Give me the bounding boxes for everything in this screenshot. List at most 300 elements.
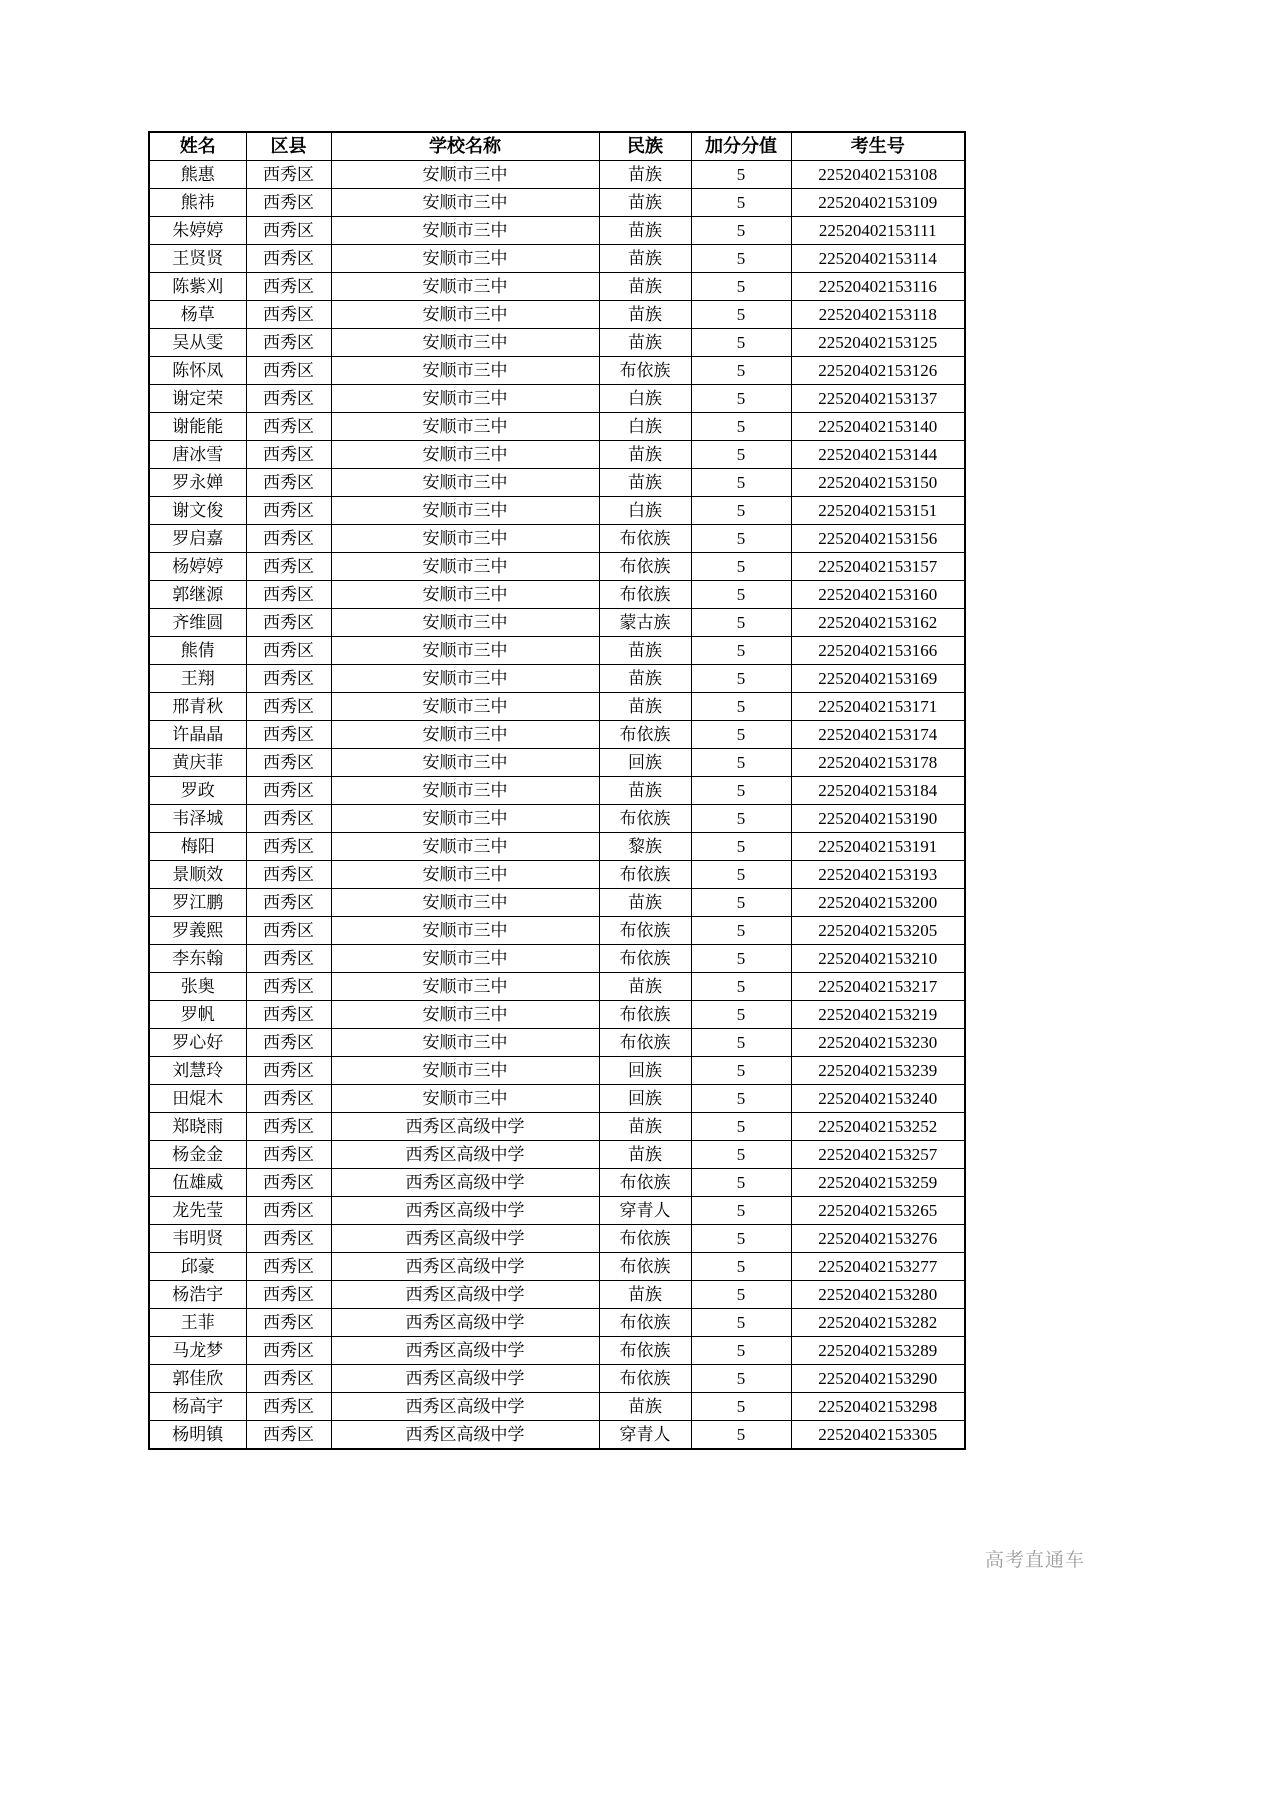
table-row — [149, 329, 965, 357]
table-row — [149, 973, 965, 1001]
cell-ethnicity: 布依族 — [599, 861, 691, 889]
cell-candidate-number: 22520402153257 — [791, 1141, 965, 1169]
cell-ethnicity: 回族 — [599, 1085, 691, 1113]
table-row — [149, 609, 965, 637]
cell-ethnicity: 苗族 — [599, 161, 691, 189]
cell-district: 西秀区 — [246, 1029, 331, 1057]
cell-school: 安顺市三中 — [331, 245, 599, 273]
cell-district: 西秀区 — [246, 245, 331, 273]
cell-ethnicity: 苗族 — [599, 469, 691, 497]
cell-ethnicity: 苗族 — [599, 441, 691, 469]
cell-district: 西秀区 — [246, 217, 331, 245]
cell-school: 安顺市三中 — [331, 581, 599, 609]
cell-district: 西秀区 — [246, 1169, 331, 1197]
cell-candidate-number: 22520402153169 — [791, 665, 965, 693]
cell-name: 唐冰雪 — [149, 441, 246, 469]
header-row — [149, 132, 965, 161]
bonus-points-table — [148, 131, 966, 1450]
table-row — [149, 1309, 965, 1337]
cell-ethnicity: 苗族 — [599, 329, 691, 357]
cell-bonus-points: 5 — [691, 273, 791, 301]
cell-school: 安顺市三中 — [331, 1057, 599, 1085]
cell-district: 西秀区 — [246, 413, 331, 441]
cell-ethnicity: 布依族 — [599, 1169, 691, 1197]
cell-school: 安顺市三中 — [331, 357, 599, 385]
table-row — [149, 805, 965, 833]
cell-name: 郑晓雨 — [149, 1113, 246, 1141]
cell-district: 西秀区 — [246, 161, 331, 189]
table-row — [149, 1169, 965, 1197]
cell-bonus-points: 5 — [691, 833, 791, 861]
cell-bonus-points: 5 — [691, 413, 791, 441]
cell-candidate-number: 22520402153205 — [791, 917, 965, 945]
table-row — [149, 273, 965, 301]
table-row — [149, 1253, 965, 1281]
cell-name: 张奥 — [149, 973, 246, 1001]
cell-district: 西秀区 — [246, 1393, 331, 1421]
cell-school: 安顺市三中 — [331, 273, 599, 301]
cell-school: 安顺市三中 — [331, 777, 599, 805]
cell-bonus-points: 5 — [691, 777, 791, 805]
cell-name: 马龙梦 — [149, 1337, 246, 1365]
cell-ethnicity: 穿青人 — [599, 1421, 691, 1450]
cell-candidate-number: 22520402153125 — [791, 329, 965, 357]
cell-bonus-points: 5 — [691, 357, 791, 385]
cell-name: 罗永婵 — [149, 469, 246, 497]
table-row — [149, 1001, 965, 1029]
cell-bonus-points: 5 — [691, 245, 791, 273]
cell-district: 西秀区 — [246, 581, 331, 609]
cell-candidate-number: 22520402153190 — [791, 805, 965, 833]
table-row — [149, 945, 965, 973]
table-row — [149, 917, 965, 945]
cell-bonus-points: 5 — [691, 1281, 791, 1309]
table-row — [149, 553, 965, 581]
cell-district: 西秀区 — [246, 917, 331, 945]
cell-ethnicity: 布依族 — [599, 525, 691, 553]
cell-candidate-number: 22520402153230 — [791, 1029, 965, 1057]
column-header-bonus-points: 加分分值 — [691, 132, 791, 161]
cell-school: 安顺市三中 — [331, 413, 599, 441]
cell-school: 安顺市三中 — [331, 1001, 599, 1029]
cell-bonus-points: 5 — [691, 665, 791, 693]
cell-bonus-points: 5 — [691, 217, 791, 245]
cell-district: 西秀区 — [246, 1253, 331, 1281]
cell-district: 西秀区 — [246, 861, 331, 889]
cell-ethnicity: 布依族 — [599, 805, 691, 833]
table-row — [149, 1337, 965, 1365]
cell-ethnicity: 白族 — [599, 413, 691, 441]
cell-candidate-number: 22520402153219 — [791, 1001, 965, 1029]
cell-school: 安顺市三中 — [331, 553, 599, 581]
cell-school: 安顺市三中 — [331, 749, 599, 777]
cell-bonus-points: 5 — [691, 301, 791, 329]
table-row — [149, 637, 965, 665]
cell-district: 西秀区 — [246, 273, 331, 301]
cell-school: 西秀区高级中学 — [331, 1225, 599, 1253]
cell-name: 韦明贤 — [149, 1225, 246, 1253]
cell-ethnicity: 布依族 — [599, 1029, 691, 1057]
cell-school: 安顺市三中 — [331, 497, 599, 525]
cell-name: 王贤贤 — [149, 245, 246, 273]
cell-district: 西秀区 — [246, 1365, 331, 1393]
cell-candidate-number: 22520402153239 — [791, 1057, 965, 1085]
cell-candidate-number: 22520402153126 — [791, 357, 965, 385]
cell-name: 景顺效 — [149, 861, 246, 889]
cell-name: 齐维圆 — [149, 609, 246, 637]
table-row — [149, 441, 965, 469]
table-row — [149, 1281, 965, 1309]
cell-name: 熊倩 — [149, 637, 246, 665]
cell-bonus-points: 5 — [691, 1309, 791, 1337]
cell-bonus-points: 5 — [691, 385, 791, 413]
cell-ethnicity: 苗族 — [599, 777, 691, 805]
cell-district: 西秀区 — [246, 805, 331, 833]
column-header-ethnicity: 民族 — [599, 132, 691, 161]
cell-district: 西秀区 — [246, 385, 331, 413]
cell-school: 西秀区高级中学 — [331, 1169, 599, 1197]
cell-school: 安顺市三中 — [331, 525, 599, 553]
table-row — [149, 217, 965, 245]
cell-district: 西秀区 — [246, 973, 331, 1001]
cell-name: 杨明镇 — [149, 1421, 246, 1450]
cell-district: 西秀区 — [246, 497, 331, 525]
cell-bonus-points: 5 — [691, 441, 791, 469]
cell-candidate-number: 22520402153166 — [791, 637, 965, 665]
cell-ethnicity: 苗族 — [599, 217, 691, 245]
cell-district: 西秀区 — [246, 777, 331, 805]
table-row — [149, 1057, 965, 1085]
cell-ethnicity: 回族 — [599, 1057, 691, 1085]
cell-ethnicity: 布依族 — [599, 1365, 691, 1393]
cell-ethnicity: 苗族 — [599, 973, 691, 1001]
cell-bonus-points: 5 — [691, 1253, 791, 1281]
cell-school: 安顺市三中 — [331, 161, 599, 189]
table-row — [149, 1197, 965, 1225]
cell-school: 安顺市三中 — [331, 637, 599, 665]
cell-name: 梅阳 — [149, 833, 246, 861]
cell-name: 罗启嘉 — [149, 525, 246, 553]
cell-school: 西秀区高级中学 — [331, 1337, 599, 1365]
cell-bonus-points: 5 — [691, 945, 791, 973]
cell-school: 西秀区高级中学 — [331, 1421, 599, 1450]
cell-ethnicity: 苗族 — [599, 1113, 691, 1141]
cell-name: 罗心好 — [149, 1029, 246, 1057]
cell-bonus-points: 5 — [691, 917, 791, 945]
cell-ethnicity: 苗族 — [599, 889, 691, 917]
cell-ethnicity: 苗族 — [599, 1281, 691, 1309]
cell-candidate-number: 22520402153193 — [791, 861, 965, 889]
cell-name: 吴从雯 — [149, 329, 246, 357]
cell-name: 杨金金 — [149, 1141, 246, 1169]
cell-ethnicity: 苗族 — [599, 189, 691, 217]
cell-name: 邢青秋 — [149, 693, 246, 721]
cell-ethnicity: 黎族 — [599, 833, 691, 861]
cell-ethnicity: 白族 — [599, 497, 691, 525]
cell-bonus-points: 5 — [691, 1365, 791, 1393]
table-row — [149, 413, 965, 441]
cell-district: 西秀区 — [246, 1141, 331, 1169]
cell-district: 西秀区 — [246, 441, 331, 469]
cell-school: 安顺市三中 — [331, 301, 599, 329]
cell-school: 安顺市三中 — [331, 469, 599, 497]
cell-bonus-points: 5 — [691, 525, 791, 553]
cell-school: 西秀区高级中学 — [331, 1113, 599, 1141]
cell-bonus-points: 5 — [691, 329, 791, 357]
table-row — [149, 861, 965, 889]
cell-school: 安顺市三中 — [331, 665, 599, 693]
table-row — [149, 189, 965, 217]
cell-candidate-number: 22520402153280 — [791, 1281, 965, 1309]
cell-name: 罗帆 — [149, 1001, 246, 1029]
column-header-name: 姓名 — [149, 132, 246, 161]
cell-school: 西秀区高级中学 — [331, 1393, 599, 1421]
cell-district: 西秀区 — [246, 525, 331, 553]
cell-district: 西秀区 — [246, 749, 331, 777]
cell-district: 西秀区 — [246, 553, 331, 581]
cell-candidate-number: 22520402153200 — [791, 889, 965, 917]
cell-ethnicity: 苗族 — [599, 637, 691, 665]
table-row — [149, 1365, 965, 1393]
cell-school: 西秀区高级中学 — [331, 1197, 599, 1225]
cell-school: 安顺市三中 — [331, 609, 599, 637]
cell-district: 西秀区 — [246, 1421, 331, 1450]
cell-school: 西秀区高级中学 — [331, 1281, 599, 1309]
cell-bonus-points: 5 — [691, 161, 791, 189]
cell-district: 西秀区 — [246, 357, 331, 385]
table-row — [149, 497, 965, 525]
cell-candidate-number: 22520402153240 — [791, 1085, 965, 1113]
cell-school: 安顺市三中 — [331, 721, 599, 749]
cell-candidate-number: 22520402153160 — [791, 581, 965, 609]
cell-school: 安顺市三中 — [331, 861, 599, 889]
table-row — [149, 245, 965, 273]
table-row — [149, 1085, 965, 1113]
table-row — [149, 777, 965, 805]
cell-name: 罗政 — [149, 777, 246, 805]
cell-candidate-number: 22520402153118 — [791, 301, 965, 329]
cell-school: 安顺市三中 — [331, 945, 599, 973]
cell-name: 田焜木 — [149, 1085, 246, 1113]
cell-ethnicity: 布依族 — [599, 1337, 691, 1365]
cell-bonus-points: 5 — [691, 889, 791, 917]
table-row — [149, 301, 965, 329]
cell-bonus-points: 5 — [691, 1421, 791, 1450]
cell-name: 杨高宇 — [149, 1393, 246, 1421]
cell-name: 谢文俊 — [149, 497, 246, 525]
cell-candidate-number: 22520402153174 — [791, 721, 965, 749]
cell-district: 西秀区 — [246, 1085, 331, 1113]
cell-candidate-number: 22520402153289 — [791, 1337, 965, 1365]
cell-candidate-number: 22520402153265 — [791, 1197, 965, 1225]
table-body — [149, 161, 965, 1450]
cell-candidate-number: 22520402153217 — [791, 973, 965, 1001]
cell-bonus-points: 5 — [691, 1393, 791, 1421]
cell-candidate-number: 22520402153276 — [791, 1225, 965, 1253]
cell-ethnicity: 苗族 — [599, 665, 691, 693]
cell-candidate-number: 22520402153150 — [791, 469, 965, 497]
table-row — [149, 161, 965, 189]
cell-candidate-number: 22520402153259 — [791, 1169, 965, 1197]
cell-name: 杨草 — [149, 301, 246, 329]
cell-bonus-points: 5 — [691, 609, 791, 637]
table-row — [149, 833, 965, 861]
cell-district: 西秀区 — [246, 889, 331, 917]
cell-district: 西秀区 — [246, 1197, 331, 1225]
cell-ethnicity: 穿青人 — [599, 1197, 691, 1225]
cell-candidate-number: 22520402153156 — [791, 525, 965, 553]
cell-bonus-points: 5 — [691, 749, 791, 777]
cell-candidate-number: 22520402153298 — [791, 1393, 965, 1421]
cell-name: 黄庆菲 — [149, 749, 246, 777]
cell-ethnicity: 苗族 — [599, 693, 691, 721]
cell-ethnicity: 布依族 — [599, 357, 691, 385]
cell-ethnicity: 布依族 — [599, 581, 691, 609]
cell-name: 陈紫刈 — [149, 273, 246, 301]
cell-school: 西秀区高级中学 — [331, 1309, 599, 1337]
cell-district: 西秀区 — [246, 301, 331, 329]
cell-school: 安顺市三中 — [331, 441, 599, 469]
cell-bonus-points: 5 — [691, 1057, 791, 1085]
cell-school: 安顺市三中 — [331, 1085, 599, 1113]
cell-ethnicity: 布依族 — [599, 553, 691, 581]
cell-candidate-number: 22520402153116 — [791, 273, 965, 301]
cell-name: 郭佳欣 — [149, 1365, 246, 1393]
cell-name: 熊惠 — [149, 161, 246, 189]
cell-school: 安顺市三中 — [331, 217, 599, 245]
cell-district: 西秀区 — [246, 1309, 331, 1337]
cell-ethnicity: 苗族 — [599, 1393, 691, 1421]
cell-bonus-points: 5 — [691, 693, 791, 721]
table-row — [149, 357, 965, 385]
table-row — [149, 581, 965, 609]
cell-candidate-number: 22520402153277 — [791, 1253, 965, 1281]
cell-ethnicity: 白族 — [599, 385, 691, 413]
cell-bonus-points: 5 — [691, 1225, 791, 1253]
cell-bonus-points: 5 — [691, 1113, 791, 1141]
table-row — [149, 665, 965, 693]
cell-name: 杨浩宇 — [149, 1281, 246, 1309]
cell-candidate-number: 22520402153151 — [791, 497, 965, 525]
cell-school: 安顺市三中 — [331, 1029, 599, 1057]
cell-ethnicity: 布依族 — [599, 1253, 691, 1281]
cell-school: 安顺市三中 — [331, 329, 599, 357]
cell-district: 西秀区 — [246, 693, 331, 721]
table-row — [149, 1141, 965, 1169]
cell-name: 郭继源 — [149, 581, 246, 609]
cell-ethnicity: 布依族 — [599, 1225, 691, 1253]
cell-candidate-number: 22520402153171 — [791, 693, 965, 721]
table-row — [149, 693, 965, 721]
table-row — [149, 721, 965, 749]
cell-school: 西秀区高级中学 — [331, 1365, 599, 1393]
table-row — [149, 525, 965, 553]
column-header-school: 学校名称 — [331, 132, 599, 161]
cell-district: 西秀区 — [246, 945, 331, 973]
cell-name: 罗義熙 — [149, 917, 246, 945]
cell-district: 西秀区 — [246, 1113, 331, 1141]
cell-bonus-points: 5 — [691, 497, 791, 525]
cell-district: 西秀区 — [246, 1001, 331, 1029]
cell-ethnicity: 布依族 — [599, 721, 691, 749]
cell-bonus-points: 5 — [691, 861, 791, 889]
cell-district: 西秀区 — [246, 1281, 331, 1309]
cell-district: 西秀区 — [246, 329, 331, 357]
cell-ethnicity: 布依族 — [599, 1309, 691, 1337]
cell-district: 西秀区 — [246, 1057, 331, 1085]
cell-name: 谢定荣 — [149, 385, 246, 413]
cell-bonus-points: 5 — [691, 637, 791, 665]
cell-bonus-points: 5 — [691, 1169, 791, 1197]
cell-ethnicity: 布依族 — [599, 917, 691, 945]
cell-school: 安顺市三中 — [331, 805, 599, 833]
cell-bonus-points: 5 — [691, 581, 791, 609]
cell-name: 王翔 — [149, 665, 246, 693]
cell-candidate-number: 22520402153178 — [791, 749, 965, 777]
cell-name: 王菲 — [149, 1309, 246, 1337]
cell-bonus-points: 5 — [691, 973, 791, 1001]
cell-candidate-number: 22520402153210 — [791, 945, 965, 973]
cell-ethnicity: 回族 — [599, 749, 691, 777]
cell-ethnicity: 布依族 — [599, 945, 691, 973]
cell-candidate-number: 22520402153282 — [791, 1309, 965, 1337]
cell-candidate-number: 22520402153140 — [791, 413, 965, 441]
cell-candidate-number: 22520402153157 — [791, 553, 965, 581]
cell-ethnicity: 苗族 — [599, 1141, 691, 1169]
cell-name: 李东翰 — [149, 945, 246, 973]
cell-candidate-number: 22520402153290 — [791, 1365, 965, 1393]
cell-school: 安顺市三中 — [331, 693, 599, 721]
watermark-text: 高考直通车 — [985, 1550, 1086, 1571]
cell-candidate-number: 22520402153184 — [791, 777, 965, 805]
cell-school: 安顺市三中 — [331, 889, 599, 917]
cell-school: 安顺市三中 — [331, 973, 599, 1001]
cell-school: 安顺市三中 — [331, 189, 599, 217]
cell-bonus-points: 5 — [691, 1029, 791, 1057]
cell-candidate-number: 22520402153252 — [791, 1113, 965, 1141]
cell-name: 龙先莹 — [149, 1197, 246, 1225]
cell-bonus-points: 5 — [691, 189, 791, 217]
cell-district: 西秀区 — [246, 1225, 331, 1253]
cell-school: 安顺市三中 — [331, 385, 599, 413]
column-header-district: 区县 — [246, 132, 331, 161]
cell-candidate-number: 22520402153162 — [791, 609, 965, 637]
cell-bonus-points: 5 — [691, 1337, 791, 1365]
cell-ethnicity: 苗族 — [599, 273, 691, 301]
cell-bonus-points: 5 — [691, 469, 791, 497]
cell-name: 伍雄威 — [149, 1169, 246, 1197]
cell-school: 西秀区高级中学 — [331, 1141, 599, 1169]
cell-bonus-points: 5 — [691, 1197, 791, 1225]
cell-name: 陈怀凤 — [149, 357, 246, 385]
cell-school: 西秀区高级中学 — [331, 1253, 599, 1281]
table-row — [149, 1393, 965, 1421]
table-row — [149, 749, 965, 777]
column-header-candidate-number: 考生号 — [791, 132, 965, 161]
cell-candidate-number: 22520402153137 — [791, 385, 965, 413]
cell-name: 邱豪 — [149, 1253, 246, 1281]
cell-name: 谢能能 — [149, 413, 246, 441]
cell-district: 西秀区 — [246, 189, 331, 217]
cell-bonus-points: 5 — [691, 1085, 791, 1113]
cell-district: 西秀区 — [246, 833, 331, 861]
cell-bonus-points: 5 — [691, 721, 791, 749]
table-row — [149, 385, 965, 413]
cell-candidate-number: 22520402153191 — [791, 833, 965, 861]
cell-bonus-points: 5 — [691, 1141, 791, 1169]
cell-district: 西秀区 — [246, 469, 331, 497]
cell-name: 杨婷婷 — [149, 553, 246, 581]
